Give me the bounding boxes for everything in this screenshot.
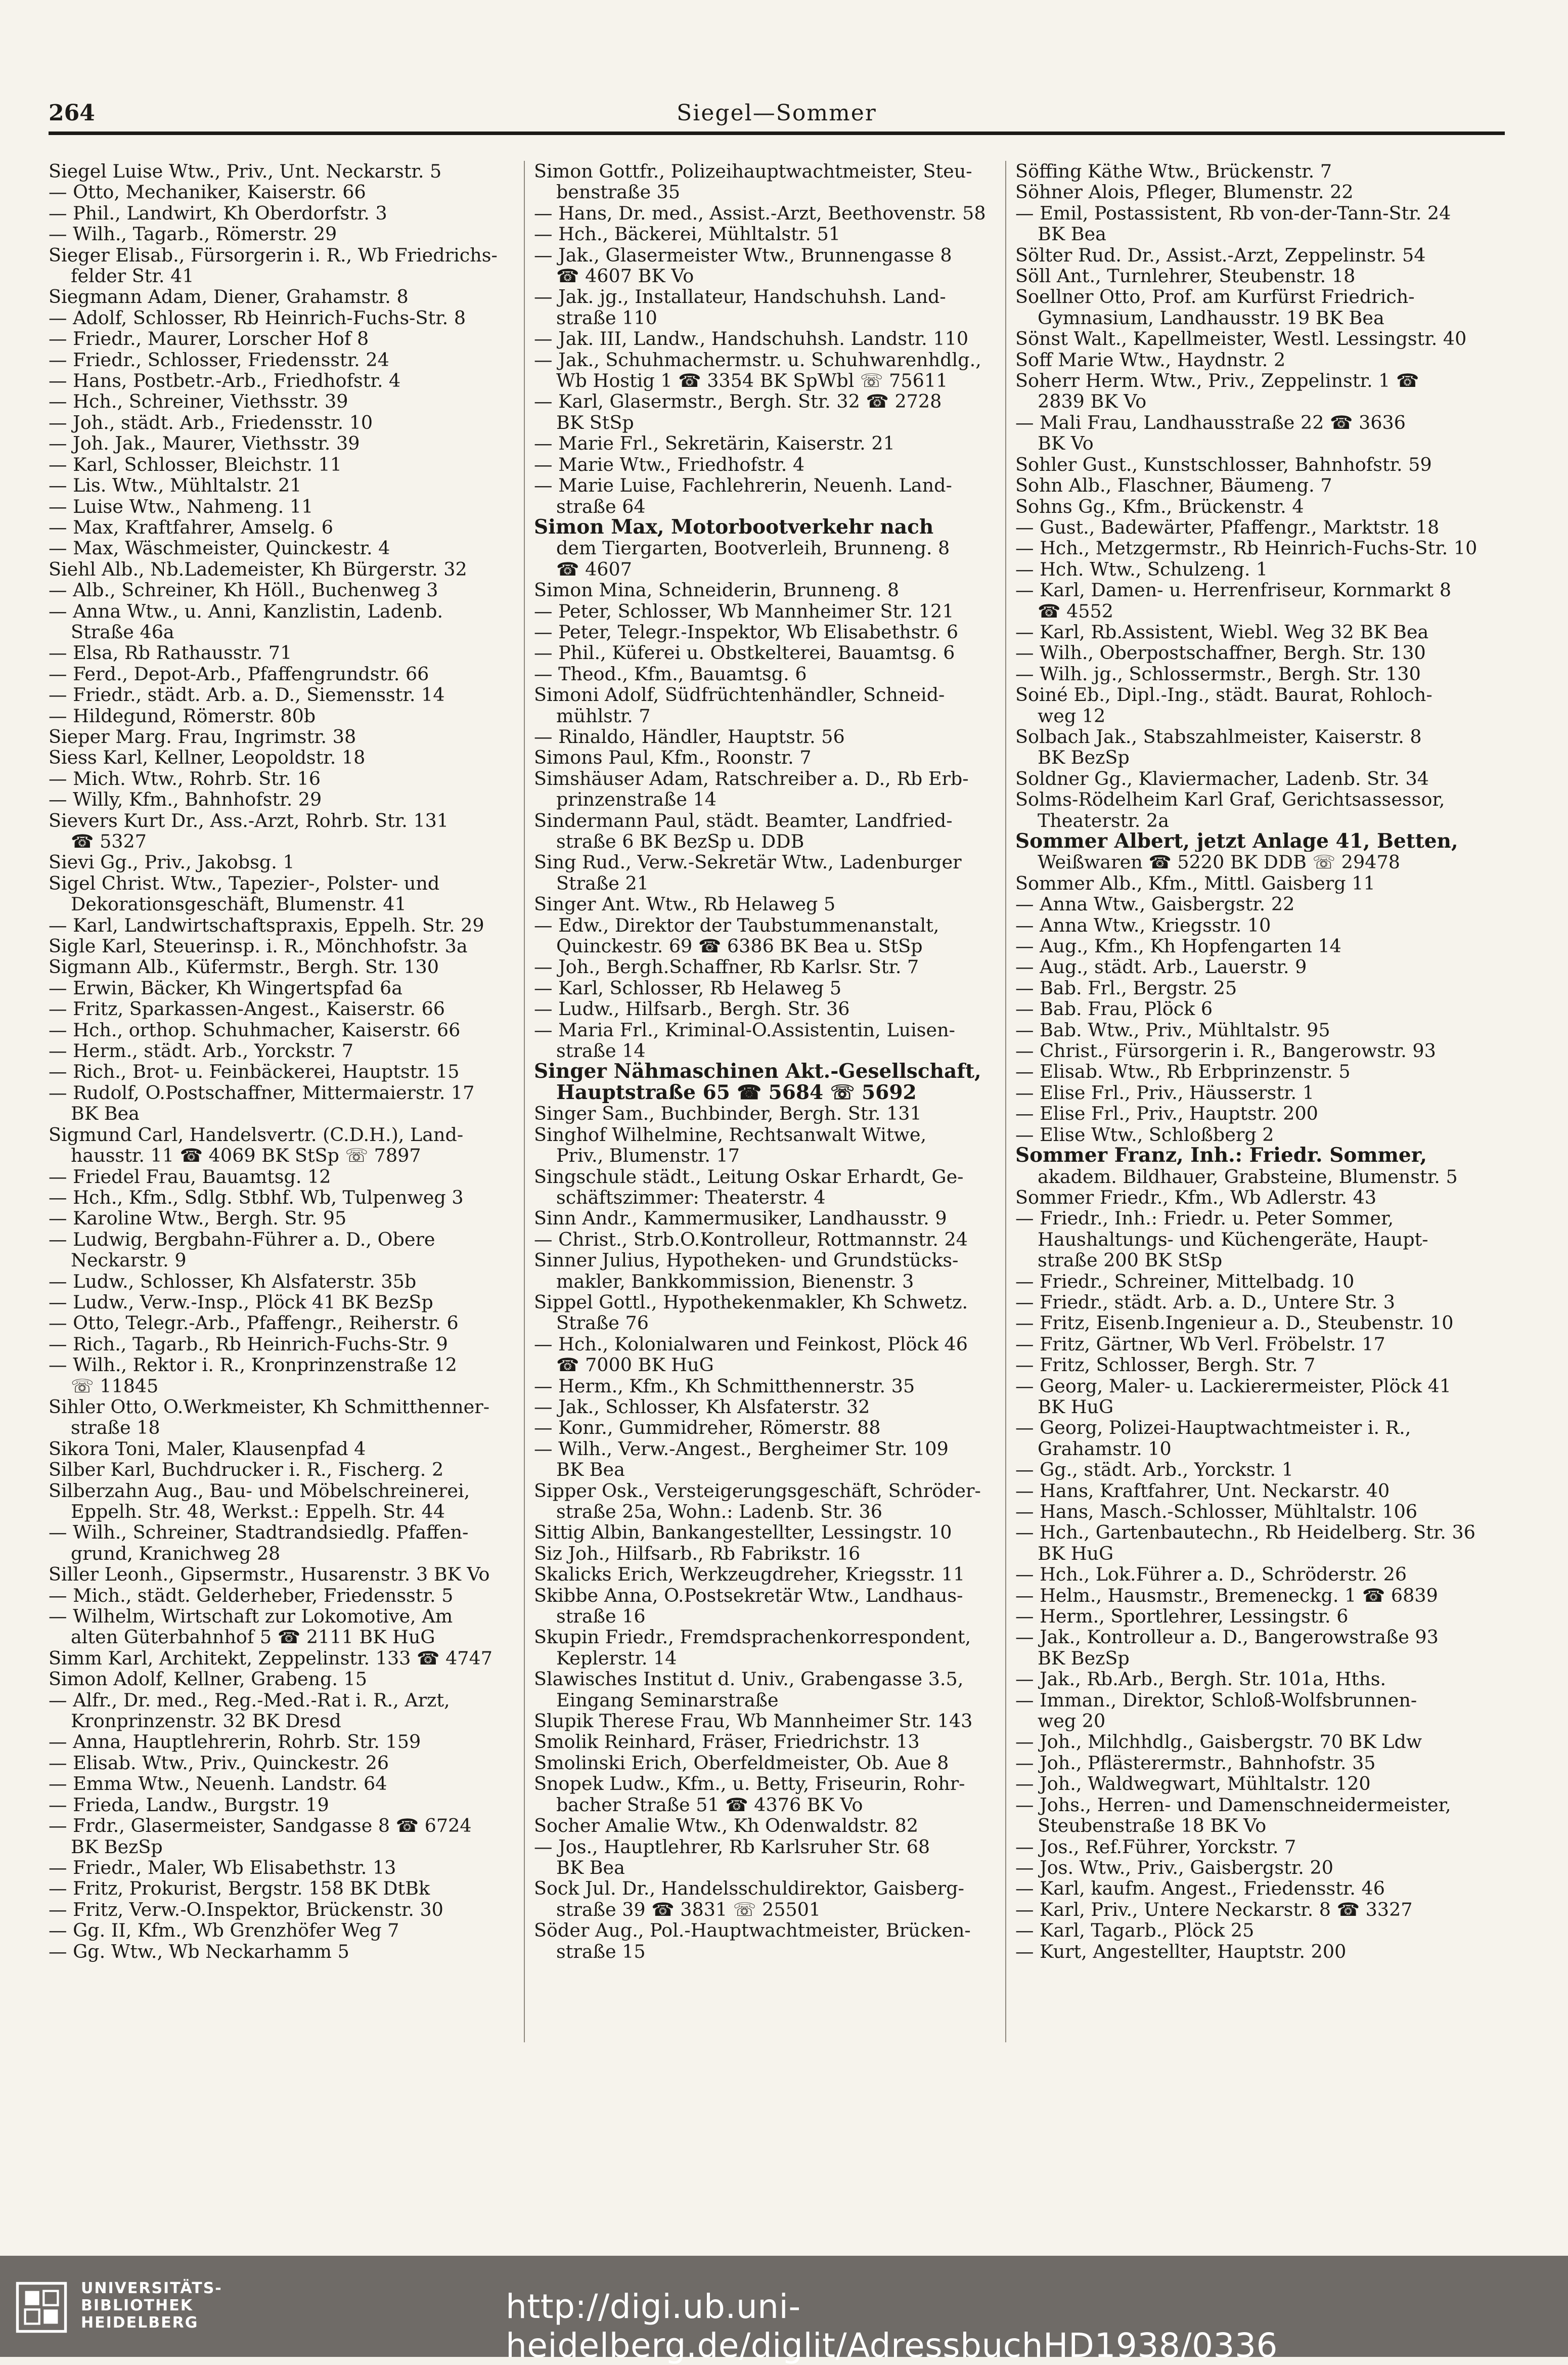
directory-entry: — Christ., Strb.O.Kontrolleur, Rottmannstr. 24 [534, 1229, 968, 1250]
directory-entry: — Joh., städt. Arb., Friedensstr. 10 [49, 412, 373, 433]
directory-entry: — Aug., städt. Arb., Lauerstr. 9 [1015, 956, 1307, 978]
directory-entry: Sing Rud., Verw.-Sekretär Wtw., Ladenburger [534, 852, 962, 873]
directory-entry: — Wilh., Tagarb., Römerstr. 29 [49, 224, 337, 245]
directory-entry: — Gg. Wtw., Wb Neckarhamm 5 [49, 1941, 349, 1962]
directory-entry: — Hildegund, Römerstr. 80b [49, 705, 316, 726]
directory-entry: — Theod., Kfm., Bauamtsg. 6 [534, 663, 807, 685]
directory-entry: Sieper Marg. Frau, Ingrimstr. 38 [49, 726, 356, 748]
directory-entry: ☎ 4552 [1038, 600, 1113, 622]
directory-entry: — Fritz, Schlosser, Bergh. Str. 7 [1015, 1354, 1316, 1376]
directory-entry: — Ludwig, Bergbahn-Führer a. D., Obere [49, 1229, 435, 1250]
directory-entry: ☏ 11845 [71, 1375, 159, 1396]
directory-entry: — Fritz, Prokurist, Bergstr. 158 BK DtBk [49, 1878, 430, 1899]
directory-entry: Singer Ant. Wtw., Rb Helaweg 5 [534, 894, 836, 915]
directory-entry: — Herm., städt. Arb., Yorckstr. 7 [49, 1040, 353, 1062]
directory-entry: — Hans, Masch.-Schlosser, Mühltalstr. 106 [1015, 1501, 1418, 1522]
directory-entry: Skupin Friedr., Fremdsprachenkorrespondent, [534, 1627, 971, 1648]
directory-entry: BK Bea [1038, 224, 1106, 245]
directory-entry: Straße 21 [556, 872, 649, 894]
directory-entry: Smolik Reinhard, Fräser, Friedrichstr. 13 [534, 1731, 920, 1753]
directory-entry: straße 25a, Wohn.: Ladenb. Str. 36 [556, 1501, 882, 1522]
directory-entry: Snopek Ludw., Kfm., u. Betty, Friseurin, Rohr- [534, 1773, 965, 1794]
directory-entry: schäftszimmer: Theaterstr. 4 [556, 1187, 826, 1208]
directory-entry: Weißwaren ☎ 5220 BK DDB ☏ 29478 [1038, 852, 1400, 873]
directory-entry: Simon Adolf, Kellner, Grabeng. 15 [49, 1669, 367, 1690]
library-name-line: UNIVERSITÄTS- [81, 2280, 222, 2297]
directory-entry: — Marie Luise, Fachlehrerin, Neuenh. Land- [534, 475, 952, 496]
directory-entry: — Imman., Direktor, Schloß-Wolfsbrunnen- [1015, 1689, 1417, 1711]
directory-entry: bacher Straße 51 ☎ 4376 BK Vo [556, 1794, 863, 1816]
directory-entry: straße 110 [556, 307, 657, 329]
directory-entry: Straße 46a [71, 621, 174, 643]
directory-entry: Skibbe Anna, O.Postsekretär Wtw., Landhaus- [534, 1585, 963, 1606]
directory-entry: — Edw., Direktor der Taubstummenanstalt, [534, 914, 939, 936]
directory-entry: — Ferd., Depot-Arb., Pfaffengrundstr. 66 [49, 663, 429, 685]
running-head: Siegel—Sommer [677, 100, 877, 126]
directory-entry: Solms-Rödelheim Karl Graf, Gerichtsassessor, [1015, 789, 1445, 810]
directory-entry: Sölter Rud. Dr., Assist.-Arzt, Zeppelinstr. 54 [1015, 244, 1426, 266]
directory-entry: Simon Gottfr., Polizeihauptwachtmeister, Steu- [534, 161, 972, 182]
directory-entry: Sohns Gg., Kfm., Brückenstr. 4 [1015, 496, 1304, 517]
directory-entry: Simm Karl, Architekt, Zeppelinstr. 133 ☎ 4747 [49, 1647, 492, 1669]
directory-entry: Sönst Walt., Kapellmeister, Westl. Lessingstr. 40 [1015, 328, 1467, 349]
directory-entry: benstraße 35 [556, 182, 681, 203]
directory-entry: — Rinaldo, Händler, Hauptstr. 56 [534, 726, 845, 748]
directory-entry: Eingang Seminarstraße [556, 1689, 779, 1711]
directory-entry: Silberzahn Aug., Bau- und Möbelschreinerei, [49, 1480, 470, 1501]
directory-entry: Sommer Friedr., Kfm., Wb Adlerstr. 43 [1015, 1187, 1377, 1208]
library-name-line: HEIDELBERG [81, 2314, 199, 2332]
directory-entry: BK BezSp [71, 1836, 163, 1857]
directory-entry: Sippel Gottl., Hypothekenmakler, Kh Schwetz. [534, 1291, 968, 1313]
directory-entry: Sinn Andr., Kammermusiker, Landhausstr. 9 [534, 1208, 947, 1229]
directory-entry: — Fritz, Sparkassen-Angest., Kaiserstr. 66 [49, 998, 445, 1020]
directory-entry: mühlstr. 7 [556, 705, 651, 726]
directory-entry: Siegmann Adam, Diener, Grahamstr. 8 [49, 286, 409, 308]
directory-entry: — Friedr., Maler, Wb Elisabethstr. 13 [49, 1857, 396, 1878]
directory-entry: — Jos. Wtw., Priv., Gaisbergstr. 20 [1015, 1857, 1333, 1878]
directory-entry: — Rich., Tagarb., Rb Heinrich-Fuchs-Str. 9 [49, 1333, 448, 1355]
library-name [81, 2280, 222, 2332]
directory-entry: — Gg. II, Kfm., Wb Grenzhöfer Weg 7 [49, 1920, 399, 1941]
directory-entry: — Phil., Küferei u. Obstkelterei, Bauamtsg. 6 [534, 642, 955, 664]
directory-entry: BK Bea [556, 1857, 625, 1878]
directory-entry: — Elsa, Rb Rathausstr. 71 [49, 642, 292, 664]
directory-entry: Sihler Otto, O.Werkmeister, Kh Schmitthenner- [49, 1396, 490, 1418]
directory-entry: — Peter, Schlosser, Wb Mannheimer Str. 121 [534, 600, 954, 622]
directory-entry: — Anna, Hauptlehrerin, Rohrb. Str. 159 [49, 1731, 421, 1753]
directory-entry: Söffing Käthe Wtw., Brückenstr. 7 [1015, 161, 1332, 182]
directory-entry: Sigmund Carl, Handelsvertr. (C.D.H.), Land- [49, 1124, 464, 1146]
directory-column-2 [534, 161, 1003, 2042]
directory-entry: BK Bea [71, 1103, 140, 1124]
directory-entry: Priv., Blumenstr. 17 [556, 1145, 740, 1166]
directory-entry: Simshäuser Adam, Ratschreiber a. D., Rb Erb- [534, 768, 969, 790]
directory-entry: — Friedr., Schlosser, Friedensstr. 24 [49, 349, 389, 371]
directory-entry: — Phil., Landwirt, Kh Oberdorfstr. 3 [49, 202, 387, 224]
directory-entry: Sievers Kurt Dr., Ass.-Arzt, Rohrb. Str. 131 [49, 810, 449, 831]
directory-entry: — Helm., Hausmstr., Bremeneckg. 1 ☎ 6839 [1015, 1585, 1438, 1606]
directory-entry: — Alfr., Dr. med., Reg.-Med.-Rat i. R., Arzt, [49, 1689, 450, 1711]
directory-entry: — Frdr., Glasermeister, Sandgasse 8 ☎ 6724 [49, 1815, 472, 1836]
directory-entry: Sohler Gust., Kunstschlosser, Bahnhofstr. 59 [1015, 454, 1432, 475]
directory-entry: — Joh., Bergh.Schaffner, Rb Karlsr. Str. 7 [534, 956, 919, 978]
directory-entry: Siehl Alb., Nb.Lademeister, Kh Bürgerstr. 32 [49, 558, 467, 580]
directory-entry: Socher Amalie Wtw., Kh Odenwaldstr. 82 [534, 1815, 919, 1836]
directory-entry: felder Str. 41 [71, 266, 194, 287]
directory-entry: ☎ 5327 [71, 831, 147, 852]
directory-entry: grund, Kranichweg 28 [71, 1543, 281, 1564]
directory-entry: Silber Karl, Buchdrucker i. R., Fischerg. 2 [49, 1459, 444, 1480]
directory-entry: — Max, Kraftfahrer, Amselg. 6 [49, 516, 333, 538]
directory-entry: — Jak., Glasermeister Wtw., Brunnengasse 8 [534, 244, 952, 266]
directory-entry: — Emil, Postassistent, Rb von-der-Tann-Str. 24 [1015, 202, 1451, 224]
directory-entry: BK Bea [556, 1459, 625, 1480]
directory-entry: — Friedr., städt. Arb. a. D., Untere Str. 3 [1015, 1291, 1395, 1313]
directory-entry: — Bab. Frau, Plöck 6 [1015, 998, 1213, 1020]
directory-entry: — Adolf, Schlosser, Rb Heinrich-Fuchs-Str. 8 [49, 307, 466, 329]
directory-entry: Eppelh. Str. 48, Werkst.: Eppelh. Str. 44 [71, 1501, 445, 1522]
directory-entry: straße 39 ☎ 3831 ☏ 25501 [556, 1899, 821, 1920]
directory-entry: — Georg, Maler- u. Lackierermeister, Plöck 41 [1015, 1375, 1452, 1396]
directory-entry: — Marie Wtw., Friedhofstr. 4 [534, 454, 805, 475]
directory-entry: — Peter, Telegr.-Inspektor, Wb Elisabethstr. 6 [534, 621, 959, 643]
directory-entry: BK BezSp [1038, 747, 1130, 768]
directory-entry: — Alb., Schreiner, Kh Höll., Buchenweg 3 [49, 580, 438, 601]
directory-entry: — Hch., Lok.Führer a. D., Schröderstr. 26 [1015, 1564, 1407, 1585]
directory-entry: — Wilh., Oberpostschaffner, Bergh. Str. 130 [1015, 642, 1426, 664]
directory-entry: Steubenstraße 18 BK Vo [1038, 1815, 1267, 1836]
directory-entry: — Johs., Herren- und Damenschneidermeister, [1015, 1794, 1451, 1816]
directory-entry: — Jak. jg., Installateur, Handschuhsh. Land- [534, 286, 946, 308]
directory-entry: — Rich., Brot- u. Feinbäckerei, Hauptstr. 15 [49, 1061, 460, 1082]
column-divider [524, 161, 525, 2042]
directory-entry: — Wilhelm, Wirtschaft zur Lokomotive, Am [49, 1606, 453, 1627]
directory-entry: Sigmann Alb., Küfermstr., Bergh. Str. 130 [49, 956, 439, 978]
directory-entry: ☎ 4607 [556, 558, 632, 580]
directory-entry: — Friedr., städt. Arb. a. D., Siemensstr. 14 [49, 684, 445, 706]
directory-entry: Siess Karl, Kellner, Leopoldstr. 18 [49, 747, 366, 768]
directory-entry: Siller Leonh., Gipsermstr., Husarenstr. 3 BK Vo [49, 1564, 490, 1585]
directory-entry: — Karl, kaufm. Angest., Friedensstr. 46 [1015, 1878, 1385, 1899]
directory-entry: Simon Mina, Schneiderin, Brunneng. 8 [534, 580, 900, 601]
directory-entry: Sohn Alb., Flaschner, Bäumeng. 7 [1015, 475, 1332, 496]
directory-entry: makler, Bankkommission, Bienenstr. 3 [556, 1271, 914, 1292]
directory-entry: — Jos., Hauptlehrer, Rb Karlsruher Str. 68 [534, 1836, 930, 1857]
directory-column-1 [49, 161, 518, 2042]
directory-entry: straße 14 [556, 1040, 646, 1062]
directory-entry: Sinner Julius, Hypotheken- und Grundstücks- [534, 1250, 959, 1271]
directory-entry: — Hch., orthop. Schuhmacher, Kaiserstr. 66 [49, 1019, 461, 1041]
directory-entry: — Karl, Tagarb., Plöck 25 [1015, 1920, 1255, 1941]
directory-entry: Singer Nähmaschinen Akt.-Gesellschaft, [534, 1061, 981, 1082]
directory-entry: — Fritz, Eisenb.Ingenieur a. D., Steubenstr. 10 [1015, 1312, 1454, 1334]
directory-entry: — Mich., städt. Gelderheber, Friedensstr. 5 [49, 1585, 454, 1606]
directory-entry: — Willy, Kfm., Bahnhofstr. 29 [49, 789, 322, 810]
page-header [49, 91, 1505, 135]
directory-entry: — Jak. III, Landw., Handschuhsh. Landstr. 110 [534, 328, 969, 349]
directory-entry: — Karl, Glasermstr., Bergh. Str. 32 ☎ 2728 [534, 391, 942, 412]
directory-entry: — Rudolf, O.Postschaffner, Mittermaierstr. 17 [49, 1082, 475, 1104]
directory-entry: — Jos., Ref.Führer, Yorckstr. 7 [1015, 1836, 1296, 1857]
directory-entry: — Bab. Frl., Bergstr. 25 [1015, 977, 1237, 999]
directory-entry: Siegel Luise Wtw., Priv., Unt. Neckarstr. 5 [49, 161, 442, 182]
directory-entry: ☎ 7000 BK HuG [556, 1354, 714, 1376]
directory-entry: Wb Hostig 1 ☎ 3354 BK SpWbl ☏ 75611 [556, 370, 948, 391]
directory-entry: — Mali Frau, Landhausstraße 22 ☎ 3636 [1015, 412, 1406, 433]
directory-entry: Sindermann Paul, städt. Beamter, Landfried- [534, 810, 953, 831]
directory-entry: Sievi Gg., Priv., Jakobsg. 1 [49, 852, 295, 873]
directory-entry: Singschule städt., Leitung Oskar Erhardt, Ge- [534, 1166, 964, 1187]
directory-entry: — Joh., Pflästerermstr., Bahnhofstr. 35 [1015, 1752, 1376, 1774]
directory-entry: — Friedr., Inh.: Friedr. u. Peter Sommer, [1015, 1208, 1394, 1229]
directory-entry: — Karoline Wtw., Bergh. Str. 95 [49, 1208, 347, 1229]
directory-entry: Slupik Therese Frau, Wb Mannheimer Str. 143 [534, 1711, 973, 1732]
directory-entry: — Otto, Mechaniker, Kaiserstr. 66 [49, 182, 366, 203]
directory-entry: — Jak., Schlosser, Kh Alsfaterstr. 32 [534, 1396, 870, 1418]
directory-entry: Simons Paul, Kfm., Roonstr. 7 [534, 747, 812, 768]
directory-entry: — Georg, Polizei-Hauptwachtmeister i. R., [1015, 1417, 1411, 1438]
directory-entry: straße 16 [556, 1606, 646, 1627]
library-footer-bar [0, 2256, 1568, 2365]
directory-entry: straße 18 [71, 1417, 160, 1438]
directory-entry: straße 200 BK StSp [1038, 1250, 1223, 1271]
directory-entry: — Joh. Jak., Maurer, Viethsstr. 39 [49, 433, 360, 454]
directory-entry: ☎ 4607 BK Vo [556, 266, 694, 287]
directory-entry: Soiné Eb., Dipl.-Ing., städt. Baurat, Rohloch- [1015, 684, 1432, 706]
directory-entry: Sigle Karl, Steuerinsp. i. R., Mönchhofstr. 3a [49, 936, 468, 957]
directory-entry: — Hch., Bäckerei, Mühltalstr. 51 [534, 224, 841, 245]
directory-entry: Simoni Adolf, Südfrüchtenhändler, Schneid- [534, 684, 945, 706]
directory-entry: alten Güterbahnhof 5 ☎ 2111 BK HuG [71, 1627, 435, 1648]
directory-entry: — Jak., Schuhmachermstr. u. Schuhwarenhdlg., [534, 349, 981, 371]
directory-entry: — Jak., Rb.Arb., Bergh. Str. 101a, Hths. [1015, 1669, 1386, 1690]
directory-entry: — Friedr., Schreiner, Mittelbadg. 10 [1015, 1271, 1355, 1292]
directory-entry: Söder Aug., Pol.-Hauptwachtmeister, Brücken- [534, 1920, 971, 1941]
directory-entry: Quinckestr. 69 ☎ 6386 BK Bea u. StSp [556, 936, 923, 957]
directory-entry: — Karl, Schlosser, Rb Helaweg 5 [534, 977, 842, 999]
directory-entry: Siz Joh., Hilfsarb., Rb Fabrikstr. 16 [534, 1543, 861, 1564]
directory-entry: — Wilh., Schreiner, Stadtrandsiedlg. Pfaffen- [49, 1522, 469, 1543]
directory-entry: Neckarstr. 9 [71, 1250, 187, 1271]
directory-entry: — Joh., Milchhdlg., Gaisbergstr. 70 BK Ldw [1015, 1731, 1422, 1753]
directory-entry: Smolinski Erich, Oberfeldmeister, Ob. Aue 8 [534, 1752, 949, 1774]
directory-entry: Sikora Toni, Maler, Klausenpfad 4 [49, 1438, 366, 1460]
directory-entry: 2839 BK Vo [1038, 391, 1147, 412]
directory-entry: Sock Jul. Dr., Handelsschuldirektor, Gaisberg- [534, 1878, 964, 1899]
directory-entry: Haushaltungs- und Küchengeräte, Haupt- [1038, 1229, 1428, 1250]
directory-entry: akadem. Bildhauer, Grabsteine, Blumenstr. 5 [1038, 1166, 1458, 1187]
directory-entry: Sieger Elisab., Fürsorgerin i. R., Wb Friedrichs- [49, 244, 498, 266]
directory-entry: — Wilh., Rektor i. R., Kronprinzenstraße 12 [49, 1354, 457, 1376]
directory-entry: Söll Ant., Turnlehrer, Steubenstr. 18 [1015, 266, 1356, 287]
directory-entry: — Konr., Gummidreher, Römerstr. 88 [534, 1417, 881, 1438]
directory-entry: — Anna Wtw., Gaisbergstr. 22 [1015, 894, 1295, 915]
directory-entry: BK Vo [1038, 433, 1094, 454]
directory-entry: — Friedr., Maurer, Lorscher Hof 8 [49, 328, 369, 349]
directory-entry: Sipper Osk., Versteigerungsgeschäft, Schröder- [534, 1480, 981, 1501]
directory-entry: Straße 76 [556, 1312, 649, 1334]
directory-entry: — Wilh. jg., Schlossermstr., Bergh. Str. 130 [1015, 663, 1421, 685]
directory-entry: — Hch. Wtw., Schulzeng. 1 [1015, 558, 1268, 580]
directory-entry: — Erwin, Bäcker, Kh Wingertspfad 6a [49, 977, 403, 999]
directory-column-3 [1015, 161, 1485, 2042]
directory-entry: — Elise Frl., Priv., Hauptstr. 200 [1015, 1103, 1318, 1124]
directory-entry: — Karl, Landwirtschaftspraxis, Eppelh. Str. 29 [49, 914, 484, 936]
directory-entry: Grahamstr. 10 [1038, 1438, 1172, 1460]
directory-entry: Theaterstr. 2a [1038, 810, 1169, 831]
directory-entry: Dekorationsgeschäft, Blumenstr. 41 [71, 894, 407, 915]
directory-entry: Simon Max, Motorbootverkehr nach [534, 516, 934, 538]
directory-entry: — Hch., Kolonialwaren und Feinkost, Plöck 46 [534, 1333, 968, 1355]
directory-entry: straße 15 [556, 1941, 646, 1962]
permalink-url[interactable]: http://digi.ub.uni-heidelberg.de/diglit/AdressbuchHD1938/0336 [506, 2287, 1278, 2365]
page-number: 264 [49, 100, 95, 126]
directory-entry: — Jak., Kontrolleur a. D., Bangerowstraße 93 [1015, 1627, 1439, 1648]
directory-entry: — Ludw., Hilfsarb., Bergh. Str. 36 [534, 998, 850, 1020]
directory-entry: — Anna Wtw., Kriegsstr. 10 [1015, 914, 1271, 936]
directory-entry: dem Tiergarten, Bootverleih, Brunneng. 8 [556, 538, 950, 559]
directory-entry: Soellner Otto, Prof. am Kurfürst Friedrich- [1015, 286, 1415, 308]
directory-entry: Gymnasium, Landhausstr. 19 BK Bea [1038, 307, 1384, 329]
directory-entry: — Mich. Wtw., Rohrb. Str. 16 [49, 768, 321, 790]
directory-entry: — Karl, Schlosser, Bleichstr. 11 [49, 454, 342, 475]
directory-entry: Skalicks Erich, Werkzeugdreher, Kriegsstr. 11 [534, 1564, 965, 1585]
directory-entry: — Kurt, Angestellter, Hauptstr. 200 [1015, 1941, 1347, 1962]
directory-entry: — Hch., Metzgermstr., Rb Heinrich-Fuchs-Str. 10 [1015, 538, 1477, 559]
directory-entry: weg 12 [1038, 705, 1106, 726]
directory-entry: — Emma Wtw., Neuenh. Landstr. 64 [49, 1773, 387, 1794]
directory-entry: — Elisab. Wtw., Priv., Quinckestr. 26 [49, 1752, 389, 1774]
column-divider [1005, 161, 1006, 2042]
directory-entry: — Otto, Telegr.-Arb., Pfaffengr., Reiherstr. 6 [49, 1312, 459, 1334]
directory-entry: — Lis. Wtw., Mühltalstr. 21 [49, 475, 302, 496]
directory-entry: — Karl, Priv., Untere Neckarstr. 8 ☎ 3327 [1015, 1899, 1413, 1920]
directory-entry: — Karl, Damen- u. Herrenfriseur, Kornmarkt 8 [1015, 580, 1452, 601]
directory-entry: — Friedel Frau, Bauamtsg. 12 [49, 1166, 331, 1187]
directory-entry: — Frieda, Landw., Burgstr. 19 [49, 1794, 329, 1816]
directory-entry: — Elisab. Wtw., Rb Erbprinzenstr. 5 [1015, 1061, 1351, 1082]
directory-entry: — Luise Wtw., Nahmeng. 11 [49, 496, 313, 517]
directory-entry: — Joh., Waldwegwart, Mühltalstr. 120 [1015, 1773, 1371, 1794]
directory-entry: — Ludw., Verw.-Insp., Plöck 41 BK BezSp [49, 1291, 433, 1313]
directory-entry: BK HuG [1038, 1396, 1114, 1418]
directory-entry: — Gg., städt. Arb., Yorckstr. 1 [1015, 1459, 1293, 1480]
directory-entry: — Herm., Kfm., Kh Schmitthennerstr. 35 [534, 1375, 915, 1396]
directory-entry: straße 6 BK BezSp u. DDB [556, 831, 804, 852]
directory-entry: — Maria Frl., Kriminal-O.Assistentin, Luisen- [534, 1019, 955, 1041]
directory-entry: BK BezSp [1038, 1647, 1130, 1669]
directory-entry: — Max, Wäschmeister, Quinckestr. 4 [49, 538, 390, 559]
directory-entry: — Elise Frl., Priv., Häusserstr. 1 [1015, 1082, 1314, 1104]
directory-entry: Keplerstr. 14 [556, 1647, 677, 1669]
directory-entry: Hauptstraße 65 ☎ 5684 ☏ 5692 [556, 1082, 917, 1104]
directory-entry: hausstr. 11 ☎ 4069 BK StSp ☏ 7897 [71, 1145, 421, 1166]
directory-entry: — Anna Wtw., u. Anni, Kanzlistin, Ladenb. [49, 600, 443, 622]
directory-entry: Sommer Alb., Kfm., Mittl. Gaisberg 11 [1015, 872, 1375, 894]
directory-entry: — Aug., Kfm., Kh Hopfengarten 14 [1015, 936, 1341, 957]
university-seal-icon [14, 2280, 69, 2335]
directory-entry: straße 64 [556, 496, 646, 517]
directory-entry: Slawisches Institut d. Univ., Grabengasse 3.5, [534, 1669, 964, 1690]
directory-entry: — Herm., Sportlehrer, Lessingstr. 6 [1015, 1606, 1349, 1627]
directory-entry: BK StSp [556, 412, 634, 433]
directory-entry: Singhof Wilhelmine, Rechtsanwalt Witwe, [534, 1124, 927, 1146]
directory-entry: — Fritz, Gärtner, Wb Verl. Fröbelstr. 17 [1015, 1333, 1385, 1355]
directory-entry: — Hans, Dr. med., Assist.-Arzt, Beethovenstr. 58 [534, 202, 986, 224]
library-name-line: BIBLIOTHEK [81, 2297, 193, 2314]
directory-entry: — Christ., Fürsorgerin i. R., Bangerowstr. 93 [1015, 1040, 1436, 1062]
directory-entry: Soff Marie Wtw., Haydnstr. 2 [1015, 349, 1286, 371]
directory-entry: — Fritz, Verw.-O.Inspektor, Brückenstr. 30 [49, 1899, 443, 1920]
directory-entry: Sittig Albin, Bankangestellter, Lessingstr. 10 [534, 1522, 952, 1543]
directory-entry: Solbach Jak., Stabszahlmeister, Kaiserstr. 8 [1015, 726, 1422, 748]
directory-entry: — Hch., Gartenbautechn., Rb Heidelberg. Str. 36 [1015, 1522, 1475, 1543]
directory-entry: Kronprinzenstr. 32 BK Dresd [71, 1711, 341, 1732]
directory-entry: — Gust., Badewärter, Pfaffengr., Marktstr. 18 [1015, 516, 1440, 538]
directory-entry: — Karl, Rb.Assistent, Wiebl. Weg 32 BK Bea [1015, 621, 1429, 643]
directory-entry: Soherr Herm. Wtw., Priv., Zeppelinstr. 1 ☎ [1015, 370, 1419, 391]
directory-entry: — Elise Wtw., Schloßberg 2 [1015, 1124, 1274, 1146]
directory-entry: — Wilh., Verw.-Angest., Bergheimer Str. 109 [534, 1438, 949, 1460]
directory-entry: BK HuG [1038, 1543, 1114, 1564]
directory-entry: Sommer Franz, Inh.: Friedr. Sommer, [1015, 1145, 1427, 1166]
directory-entry: — Bab. Wtw., Priv., Mühltalstr. 95 [1015, 1019, 1330, 1041]
directory-entry: prinzenstraße 14 [556, 789, 716, 810]
directory-entry: Söhner Alois, Pfleger, Blumenstr. 22 [1015, 182, 1354, 203]
directory-entry: Sigel Christ. Wtw., Tapezier-, Polster- und [49, 872, 440, 894]
directory-entry: Singer Sam., Buchbinder, Bergh. Str. 131 [534, 1103, 922, 1124]
directory-entry: Sommer Albert, jetzt Anlage 41, Betten, [1015, 831, 1458, 852]
directory-entry: weg 20 [1038, 1711, 1106, 1732]
directory-entry: Soldner Gg., Klaviermacher, Ladenb. Str. 34 [1015, 768, 1429, 790]
directory-entry: — Hch., Kfm., Sdlg. Stbhf. Wb, Tulpenweg 3 [49, 1187, 464, 1208]
directory-entry: — Hch., Schreiner, Viethsstr. 39 [49, 391, 348, 412]
directory-entry: — Hans, Kraftfahrer, Unt. Neckarstr. 40 [1015, 1480, 1390, 1501]
directory-entry: — Hans, Postbetr.-Arb., Friedhofstr. 4 [49, 370, 401, 391]
directory-entry: — Ludw., Schlosser, Kh Alsfaterstr. 35b [49, 1271, 417, 1292]
directory-entry: — Marie Frl., Sekretärin, Kaiserstr. 21 [534, 433, 895, 454]
